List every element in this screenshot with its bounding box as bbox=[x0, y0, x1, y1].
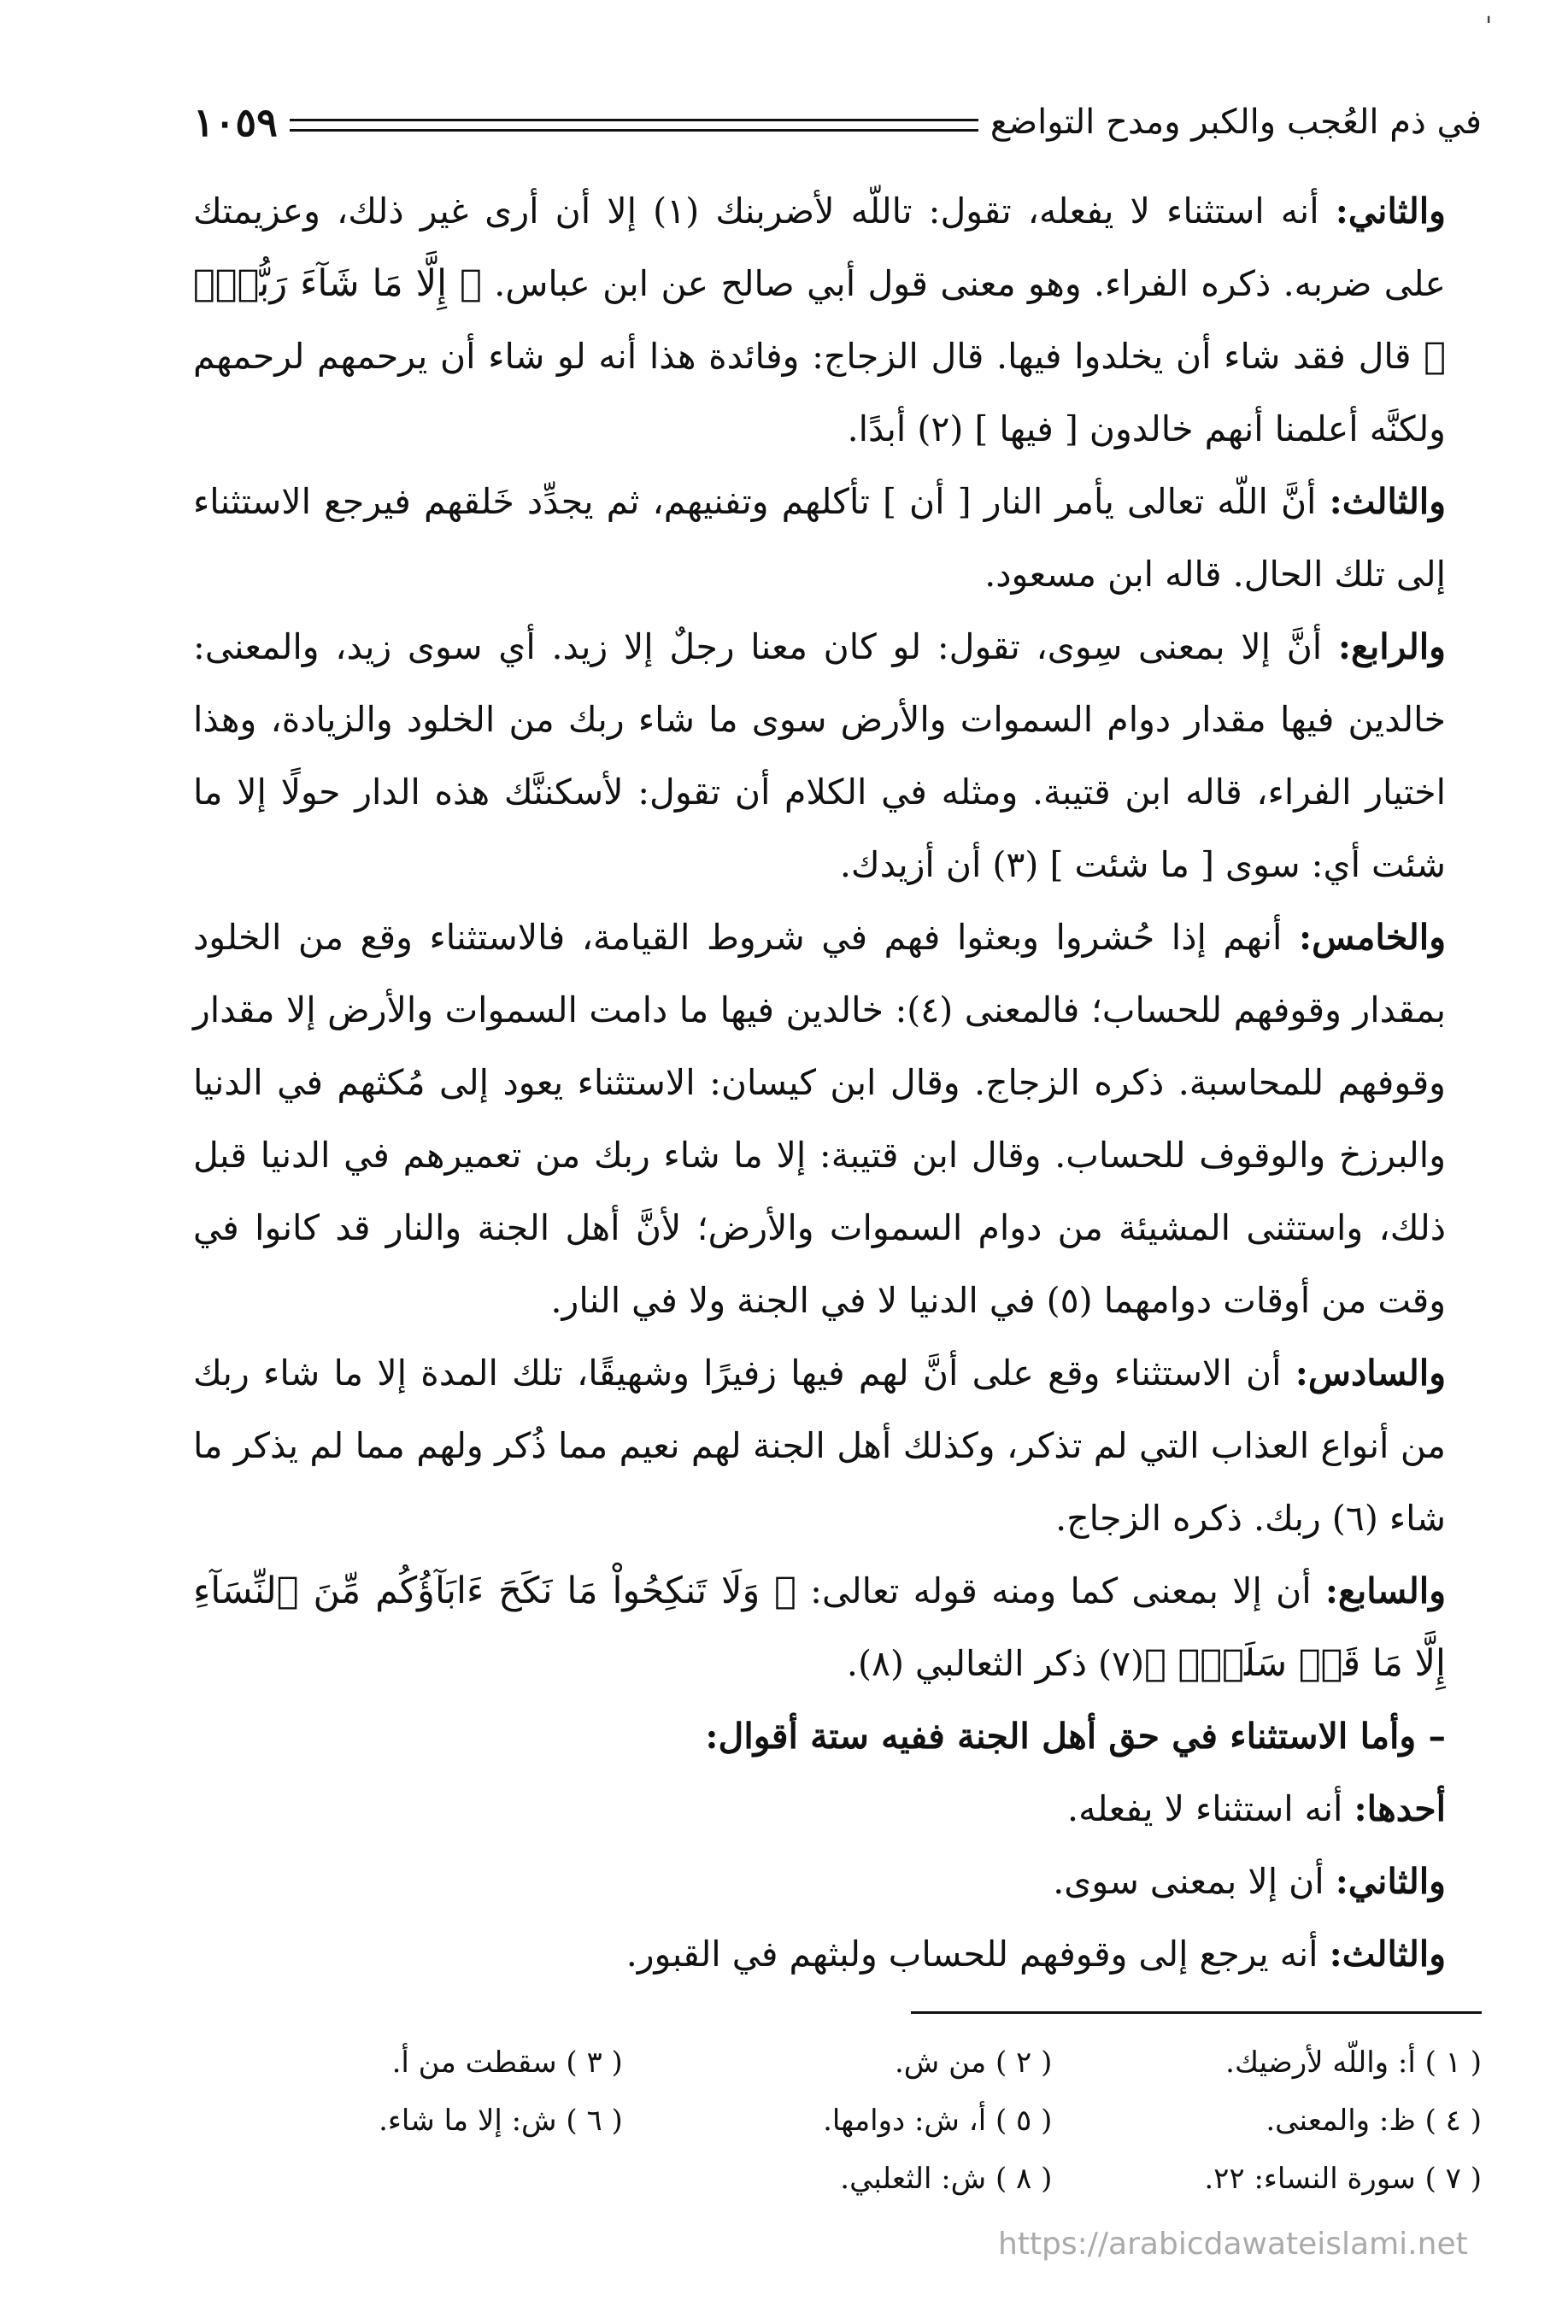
header-rule bbox=[290, 119, 978, 132]
paragraph-text: : خالدين فيها ما دامت السموات والأرض إلا مقدار وقوفهم للمحاسبة. ذكره الزجاج. وقال ابن كيسان: الاستثناء يعود إلى مُكثهم في الدنيا والبرزخ والوقوف للحساب. وقال ابن قتيبة: إلا ما شاء ربك من تعميرهم في الدنيا قبل ذلك، واستثنى المشيئة من دوام السموات والأرض؛ لأنَّ أهل الجنة والنار قد كانوا في وقت من أوقات دوامهما bbox=[193, 989, 1446, 1321]
paragraph-text: أنه استثناء لا يفعله، تقول: تاللّه لأضربنك bbox=[699, 191, 1336, 232]
footnotes bbox=[193, 2034, 1482, 2208]
footnote-ref: (٦) bbox=[1331, 1498, 1378, 1539]
paragraph-lead: والثالث: bbox=[1329, 1934, 1446, 1975]
paragraph-fifth-opinion bbox=[193, 901, 1482, 1337]
paragraph-text: أن الاستثناء وقع على أنَّ لهم فيها زفيرًا وشهيقًا، تلك المدة إلا ما شاء ربك من أنواع العذاب التي لم تذكر، وكذلك أهل الجنة لهم نعيم مما ذُكر ولهم مما لم يذكر ما شاء bbox=[193, 1353, 1446, 1539]
footnote-separator bbox=[911, 2011, 1482, 2014]
footnote-ref: (٤) bbox=[907, 989, 954, 1030]
page-body bbox=[193, 175, 1482, 1991]
paragraph-text: ربك. ذكره الزجاج. bbox=[1055, 1498, 1332, 1539]
footnote: ( ٤ ) ظ: والمعنى. bbox=[1266, 2104, 1482, 2138]
paragraph-lead: والثاني: bbox=[1335, 191, 1446, 232]
watermark-url: https://arabicdawateislami.net bbox=[998, 2227, 1468, 2262]
footnote: ( ٢ ) من ش. bbox=[894, 2045, 1053, 2080]
footnote-ref: (٧) bbox=[1098, 1643, 1145, 1684]
section-heading: – وأما الاستثناء في حق أهل الجنة ففيه ستة أقوال: bbox=[705, 1716, 1446, 1757]
paragraph-text: في الدنيا لا في الجنة ولا في النار. bbox=[550, 1280, 1047, 1321]
footnote-ref: (٣) bbox=[992, 844, 1039, 885]
paragraph-text: أنهم إذا حُشروا وبعثوا فهم في شروط القيامة، فالاستثناء وقع من الخلود بمقدار وقوفهم للحساب؛ فالمعنى bbox=[193, 917, 1446, 1030]
footnote: ( ٦ ) ش: إلا ما شاء. bbox=[379, 2104, 623, 2138]
page-header bbox=[193, 92, 1482, 152]
paragraph-second-paradise-opinion bbox=[193, 1846, 1482, 1918]
footnote-row bbox=[193, 2150, 1482, 2208]
paragraph-lead: أحدها: bbox=[1354, 1788, 1446, 1829]
quran-verse: ﴿ إِلَّا مَا شَآءَ رَبُّكَۚ ﴾ bbox=[193, 262, 1446, 378]
paragraph-sixth-opinion bbox=[193, 1337, 1482, 1555]
paragraph-third-opinion bbox=[193, 466, 1482, 611]
footnote: ( ٥ ) أ، ش: دوامها. bbox=[823, 2104, 1053, 2138]
paragraph-text: ذكر الثعالبي bbox=[903, 1643, 1099, 1684]
paragraph-text: . bbox=[846, 1643, 858, 1684]
footnote: ( ١ ) أ: واللّه لأرضيك. bbox=[1225, 2045, 1482, 2080]
paragraph-text: أنَّ إلا بمعنى سِوى، تقول: لو كان معنا رجلٌ إلا زيد. أي سوى زيد، والمعنى: خالدين فيها مقدار دوام السموات والأرض سوى ما شاء ربك من الخلود والزيادة، وهذا اختيار الفراء، قاله ابن قتيبة. ومثله في الكلام أن تقول: لأسكننَّك هذه الدار حولًا إلا ما شئت أي: سوى [ ما شئت ] bbox=[193, 626, 1446, 885]
paragraph-text: أن إلا بمعنى سوى. bbox=[1053, 1861, 1336, 1902]
paragraph-second-opinion bbox=[193, 175, 1482, 466]
paragraph-text: قال فقد شاء أن يخلدوا فيها. قال الزجاج: وفائدة هذا أنه لو شاء أن يرحمهم لرحمهم ولكنَّه أعلمنا أنهم خالدون [ فيها ] bbox=[193, 336, 1446, 449]
footnote-ref: (٥) bbox=[1046, 1280, 1093, 1321]
paragraph-text: أن إلا بمعنى كما ومنه قوله تعالى: bbox=[796, 1570, 1325, 1611]
paragraph-lead: والسادس: bbox=[1295, 1353, 1446, 1394]
footnote-ref: (٢) bbox=[917, 408, 964, 449]
footnote: ( ٣ ) سقطت من أ. bbox=[391, 2045, 623, 2080]
paragraph-text: أنَّ اللّه تعالى يأمر النار [ أن ] تأكلهم وتفنيهم، ثم يجدِّد خَلقهم فيرجع الاستثناء إلى تلك الحال. قاله ابن مسعود. bbox=[193, 481, 1446, 595]
paragraph-text: أبدًا. bbox=[847, 408, 918, 449]
paragraph-first-paradise-opinion bbox=[193, 1773, 1482, 1846]
paragraph-lead: والثاني: bbox=[1335, 1861, 1446, 1902]
paragraph-text: إلا أن أرى غير ذلك، وعزيمتك على ضربه. ذكره الفراء. وهو معنى قول أبي صالح عن ابن عباس. bbox=[193, 191, 1447, 304]
page-corner-mark: ' bbox=[1485, 12, 1493, 42]
footnote-ref: (١) bbox=[653, 191, 700, 232]
paragraph-seventh-opinion bbox=[193, 1555, 1482, 1700]
page-number: ١٠٥٩ bbox=[193, 99, 278, 145]
paragraph-fourth-opinion bbox=[193, 611, 1482, 901]
footnote: ( ٧ ) سورة النساء: ٢٢. bbox=[1204, 2162, 1482, 2196]
paragraph-lead: والرابع: bbox=[1337, 626, 1446, 667]
running-title: في ذم العُجب والكبر ومدح التواضع bbox=[990, 103, 1482, 142]
paragraph-lead: والخامس: bbox=[1298, 917, 1446, 958]
footnote-ref: (٨) bbox=[857, 1643, 904, 1684]
paragraph-text: أن أزيدك. bbox=[839, 844, 993, 885]
footnote: ( ٨ ) ش: الثعلبي. bbox=[840, 2162, 1053, 2196]
paragraph-text: أنه استثناء لا يفعله. bbox=[1067, 1788, 1354, 1829]
paragraph-lead: والثالث: bbox=[1329, 481, 1446, 522]
paragraph-lead: والسابع: bbox=[1324, 1570, 1446, 1611]
quran-verse: ﴿ وَلَا تَنكِحُواْ مَا نَكَحَ ءَابَآؤُكُم مِّنَ ٱلنِّسَآءِ إِلَّا مَا قَدۡ سَلَفَۚ ﴾ bbox=[193, 1570, 1446, 1685]
footnote-row bbox=[193, 2034, 1482, 2092]
paragraph-third-paradise-opinion bbox=[193, 1918, 1482, 1991]
paragraph-text: أنه يرجع إلى وقوفهم للحساب ولبثهم في القبور. bbox=[625, 1934, 1330, 1975]
footnote-row bbox=[193, 2092, 1482, 2150]
